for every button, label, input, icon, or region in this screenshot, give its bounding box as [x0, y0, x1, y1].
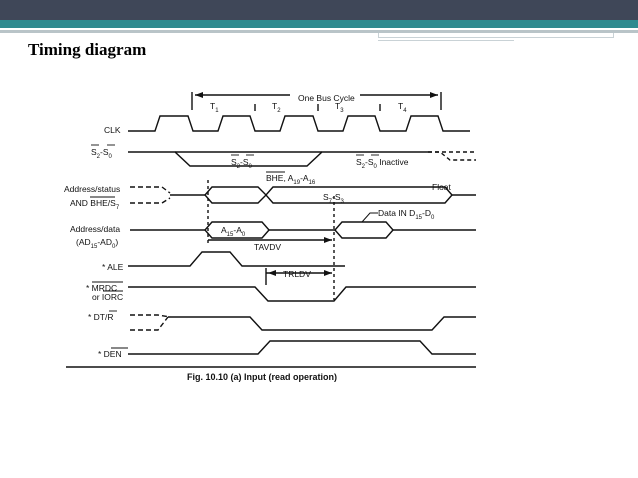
signal-label-ale: * ALE — [102, 262, 124, 272]
dtr-dashed-high — [130, 315, 170, 317]
a15-a0-label: $A_{15}-A_0$ — [221, 225, 246, 238]
signal-label-s2s0: $S_2-S_0$ — [91, 147, 112, 160]
slide-title: Timing diagram — [28, 40, 147, 59]
s2s0-dashed-high — [428, 152, 476, 160]
cycle-arrowhead-right — [430, 92, 438, 98]
state-label-t3: $T_3$ — [335, 101, 344, 114]
dtr-waveform — [168, 317, 476, 330]
s2s0-active-label: $S_2-S_0$ — [231, 157, 252, 170]
signal-label-clk: CLK — [104, 125, 121, 135]
trldv-arrowhead-left — [268, 270, 276, 276]
tavdv-label: TAVDV — [254, 242, 282, 252]
bus-cycle-label: One Bus Cycle — [298, 93, 355, 103]
addr-status-dashed-bottom — [130, 198, 170, 203]
addr-status-dashed-top — [130, 187, 170, 193]
float-label: Float — [432, 182, 451, 192]
tavdv-arrowhead — [324, 237, 332, 243]
trldv-arrowhead-right — [324, 270, 332, 276]
signal-label-den: * DEN — [98, 349, 122, 359]
ale-waveform — [128, 252, 345, 266]
state-label-t1: $T_1$ — [210, 101, 219, 114]
data-in-pointer — [362, 213, 378, 222]
den-waveform — [128, 341, 476, 354]
signal-label-dtr: * DT/R — [88, 312, 114, 322]
signal-label-address-status: Address/status — [64, 184, 121, 194]
signal-label-ad15-ad0: $(AD_{15}-AD_0)$ — [76, 237, 119, 250]
signal-label-address-data: Address/data — [70, 224, 121, 234]
dtr-dashed-low — [130, 317, 168, 330]
data-in-label: Data IN $D_{15}-D_0$ — [378, 208, 435, 221]
signal-label-iorc: or IORC — [92, 292, 124, 302]
clk-waveform — [128, 116, 470, 131]
s7s3-label: $S_7-S_3$ — [323, 192, 344, 205]
addr-data-d-top — [335, 222, 393, 230]
bhe-address-label: BHE, $A_{19}-A_{16}$ — [266, 173, 316, 186]
signal-label-mrdc: * MRDC — [86, 283, 118, 293]
cycle-arrowhead-left — [195, 92, 203, 98]
s2s0-inactive-label: $S_2-S_0$ Inactive — [356, 157, 409, 170]
state-label-t2: $T_2$ — [272, 101, 281, 114]
trldv-label: TRLDV — [283, 269, 311, 279]
state-label-t4: $T_4$ — [398, 101, 407, 114]
addr-data-d-bottom — [335, 230, 393, 238]
mrdc-waveform — [128, 287, 476, 301]
figure-caption: Fig. 10.10 (a) Input (read operation) — [187, 372, 338, 382]
signal-label-bhe-s7: AND BHE/$S_7$ — [70, 198, 120, 211]
